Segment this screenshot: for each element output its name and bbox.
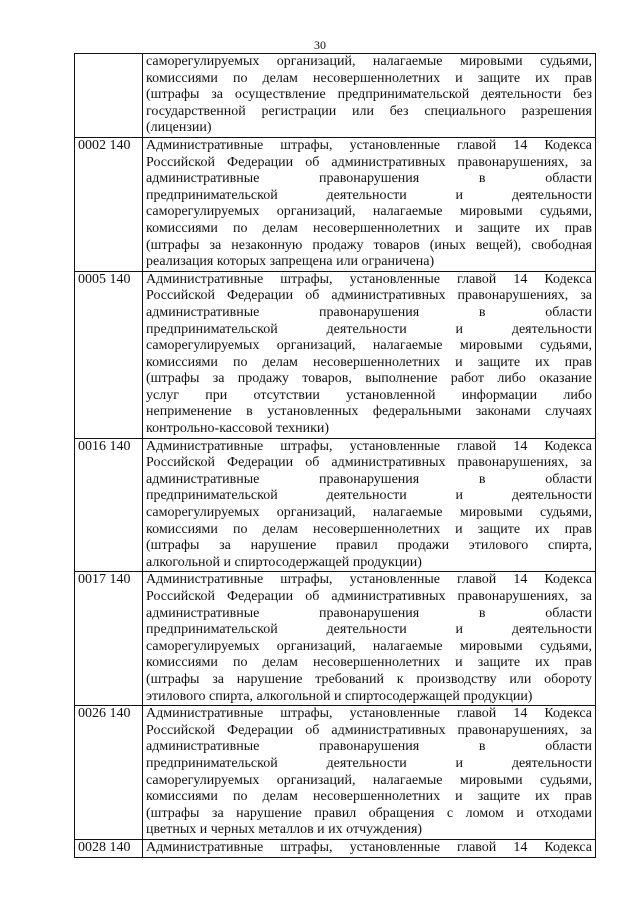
row-code-cell: 0017 140 (75, 572, 143, 706)
row-description-cell (143, 54, 596, 138)
description-line: Российской Федерации об административных правонарушениях, за (146, 722, 592, 738)
row-description-cell (143, 706, 596, 840)
table-row (75, 706, 596, 840)
table-row (75, 438, 596, 572)
row-code-cell: 0016 140 (75, 438, 143, 572)
description-line: этилового спирта, алкогольной и спиртосодержащей продукции) (146, 688, 533, 704)
description-line: комиссиями по делам несовершеннолетних и защите их прав (146, 70, 592, 86)
description-line: саморегулируемых организаций, налагаемые мировыми судьями, (146, 338, 592, 354)
description-line: саморегулируемых организаций, налагаемые мировыми судьями, (146, 505, 592, 521)
table-row (75, 54, 596, 138)
description-line: административные правонарушения в области (146, 471, 592, 487)
description-line: Российской Федерации об административных правонарушениях, за (146, 589, 592, 604)
row-description-cell (143, 839, 596, 857)
description-line: комиссиями по делам несовершеннолетних и защите их прав (146, 655, 592, 671)
row-code-cell (75, 54, 143, 138)
description-line: (штрафы за нарушение требований к производству или обороту (146, 671, 592, 687)
description-line: (штрафы за продажу товаров, выполнение работ либо оказание (146, 371, 592, 387)
description-line: контрольно-кассовой техники) (146, 421, 330, 437)
table-row (75, 572, 596, 706)
row-description-cell (143, 572, 596, 706)
description-line: цветных и черных металлов и их отчуждения) (146, 822, 423, 838)
description-line: комиссиями по делам несовершеннолетних и защите их прав (146, 354, 592, 370)
description-line: Административные штрафы, установленные главой 14 Кодекса (146, 438, 592, 454)
description-line: Административные штрафы, установленные главой 14 Кодекса (146, 839, 592, 855)
table-row (75, 839, 596, 857)
description-line: (штрафы за нарушение правил продажи этилового спирта, (146, 538, 592, 554)
description-line: административные правонарушения в области (146, 739, 592, 755)
description-line: административные правонарушения в области (146, 171, 592, 187)
description-line: Административные штрафы, установленные главой 14 Кодекса (146, 706, 592, 722)
description-line: неприменение в установленных федеральными законами случаях (146, 404, 592, 420)
row-code-cell: 0002 140 (75, 137, 143, 271)
row-description-cell (143, 271, 596, 438)
description-line: (штрафы за нарушение правил обращения с ломом и отходами (146, 805, 592, 821)
description-line: комиссиями по делам несовершеннолетних и защите их прав (146, 220, 592, 236)
description-line: Российской Федерации об административных правонарушениях, за (146, 288, 592, 304)
description-line: комиссиями по делам несовершеннолетних и защите их прав (146, 521, 592, 537)
row-code-cell: 0005 140 (75, 271, 143, 438)
row-description-cell (143, 438, 596, 572)
description-line: алкогольной и спиртосодержащей продукции) (146, 554, 422, 570)
description-line: Российской Федерации об административных правонарушениях, за (146, 154, 592, 170)
description-line: комиссиями по делам несовершеннолетних и защите их прав (146, 789, 592, 805)
description-line: предпринимательской деятельности и деятельности (146, 622, 592, 638)
description-line: предпринимательской деятельности и деятельности (146, 488, 592, 504)
description-line: (лицензии) (146, 120, 212, 136)
description-line: саморегулируемых организаций, налагаемые мировыми судьями, (146, 204, 592, 220)
row-description-cell (143, 137, 596, 271)
description-line: саморегулируемых организаций, налагаемые мировыми судьями, (146, 54, 592, 69)
description-line: административные правонарушения в области (146, 304, 592, 320)
description-line: реализация которых запрещена или ограничена) (146, 254, 435, 270)
description-line: саморегулируемых организаций, налагаемые мировыми судьями, (146, 772, 592, 788)
row-code-cell: 0026 140 (75, 706, 143, 840)
description-line: Административные штрафы, установленные главой 14 Кодекса (146, 572, 592, 588)
description-line: Российской Федерации об административных правонарушениях, за (146, 455, 592, 471)
description-line: предпринимательской деятельности и деятельности (146, 755, 592, 771)
description-line: государственной регистрации или без специального разрешения (146, 103, 592, 119)
table-body (75, 54, 596, 858)
budget-classification-table (74, 53, 596, 858)
description-line: Административные штрафы, установленные главой 14 Кодекса (146, 137, 592, 153)
description-line: Административные штрафы, установленные главой 14 Кодекса (146, 271, 592, 287)
row-code-cell: 0028 140 (75, 839, 143, 857)
description-line: (штрафы за осуществление предпринимательской деятельности без (146, 87, 592, 103)
description-line: саморегулируемых организаций, налагаемые мировыми судьями, (146, 638, 592, 654)
table-row (75, 137, 596, 271)
page-number: 30 (314, 38, 326, 52)
table-row (75, 271, 596, 438)
description-line: предпринимательской деятельности и деятельности (146, 321, 592, 337)
description-line: предпринимательской деятельности и деятельности (146, 187, 592, 203)
description-line: (штрафы за незаконную продажу товаров (иных вещей), свободная (146, 237, 592, 253)
description-line: административные правонарушения в области (146, 605, 592, 621)
description-line: услуг при отсутствии установленной информации либо (146, 387, 592, 403)
